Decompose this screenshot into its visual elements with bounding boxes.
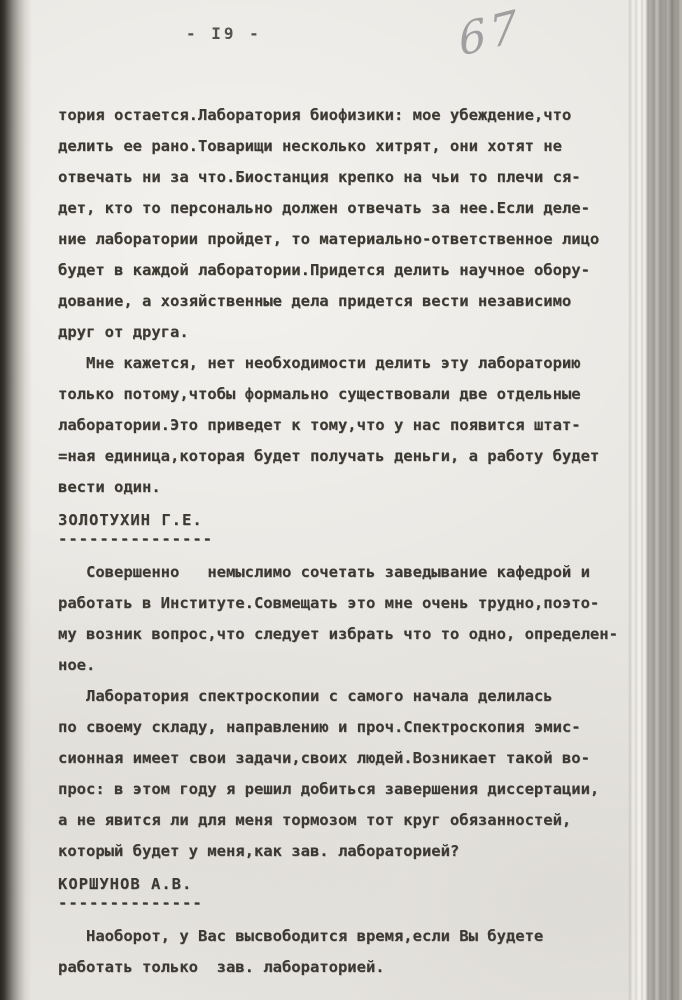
text-line: ние лаборатории пройдет, то материально-ответственное лицо <box>58 230 600 248</box>
page-number: - I9 - <box>186 24 262 43</box>
document-text <box>58 100 632 983</box>
handwritten-folio-number: 67 <box>456 0 524 67</box>
paragraph <box>58 921 632 983</box>
text-line: будет в каждой лаборатории.Придется делить научное обору- <box>58 261 590 279</box>
text-line: который будет у меня,как зав. лабораторией? <box>58 842 460 860</box>
paragraph <box>58 681 632 867</box>
text-line: Наоборот, у Вас высвободится время,если Вы будете <box>86 927 544 945</box>
text-line: =ная единица,которая будет получать деньги, а работу будет <box>58 447 600 465</box>
paragraph <box>58 557 632 681</box>
text-line: Совершенно немыслимо сочетать заведывание кафедрой и <box>86 563 590 581</box>
text-line: дет, кто то персонально должен отвечать за нее.Если деле- <box>58 199 590 217</box>
text-line: делить ее рано.Товарищи несколько хитрят, они хотят не <box>58 137 562 155</box>
text-line: тория остается.Лаборатория биофизики: мое убеждение,что <box>58 106 572 124</box>
text-line: вести один. <box>58 478 161 496</box>
paragraph <box>58 348 632 503</box>
text-line: лаборатории.Это приведет к тому,что у нас появится штат- <box>58 416 581 434</box>
text-line: ное. <box>58 656 96 674</box>
text-line: а не явится ли для меня тормозом тот круг обязанностей, <box>58 811 572 829</box>
paragraph-continuation <box>58 100 632 348</box>
text-line: друг от друга. <box>58 323 189 341</box>
text-line: работать в Институте.Совмещать это мне очень трудно,поэто- <box>58 594 600 612</box>
text-line: му возник вопрос,что следует избрать что то одно, определен- <box>58 625 618 643</box>
speaker-underline: -------------- <box>58 894 203 912</box>
text-line: только потому,чтобы формально существовали две отдельные <box>58 385 581 403</box>
speaker-name: ЗОЛОТУХИН Г.Е. <box>58 511 203 529</box>
speaker-name: КОРШУНОВ А.В. <box>58 875 193 893</box>
text-line: по своему складу, направлению и проч.Спектроскопия эмис- <box>58 718 581 736</box>
text-line: дование, а хозяйственные дела придется вести независимо <box>58 292 572 310</box>
text-line: Мне кажется, нет необходимости делить эту лабораторию <box>86 354 581 372</box>
text-line: отвечать ни за что.Биостанция крепко на чьи то плечи ся- <box>58 168 581 186</box>
speaker-underline: --------------- <box>58 530 213 548</box>
text-line: Лаборатория спектроскопии с самого начала делилась <box>86 687 553 705</box>
speaker-heading-zolotukhin <box>58 507 632 548</box>
text-line: сионная имеет свои задачи,своих людей.Возникает такой во- <box>58 749 590 767</box>
book-binding-shadow <box>0 0 32 1000</box>
text-line: работать только зав. лабораторией. <box>58 958 385 976</box>
text-line: прос: в этом году я решил добиться завершения диссертации, <box>58 780 600 798</box>
page-stack-edge <box>628 0 682 1000</box>
speaker-heading-korshunov <box>58 871 632 912</box>
